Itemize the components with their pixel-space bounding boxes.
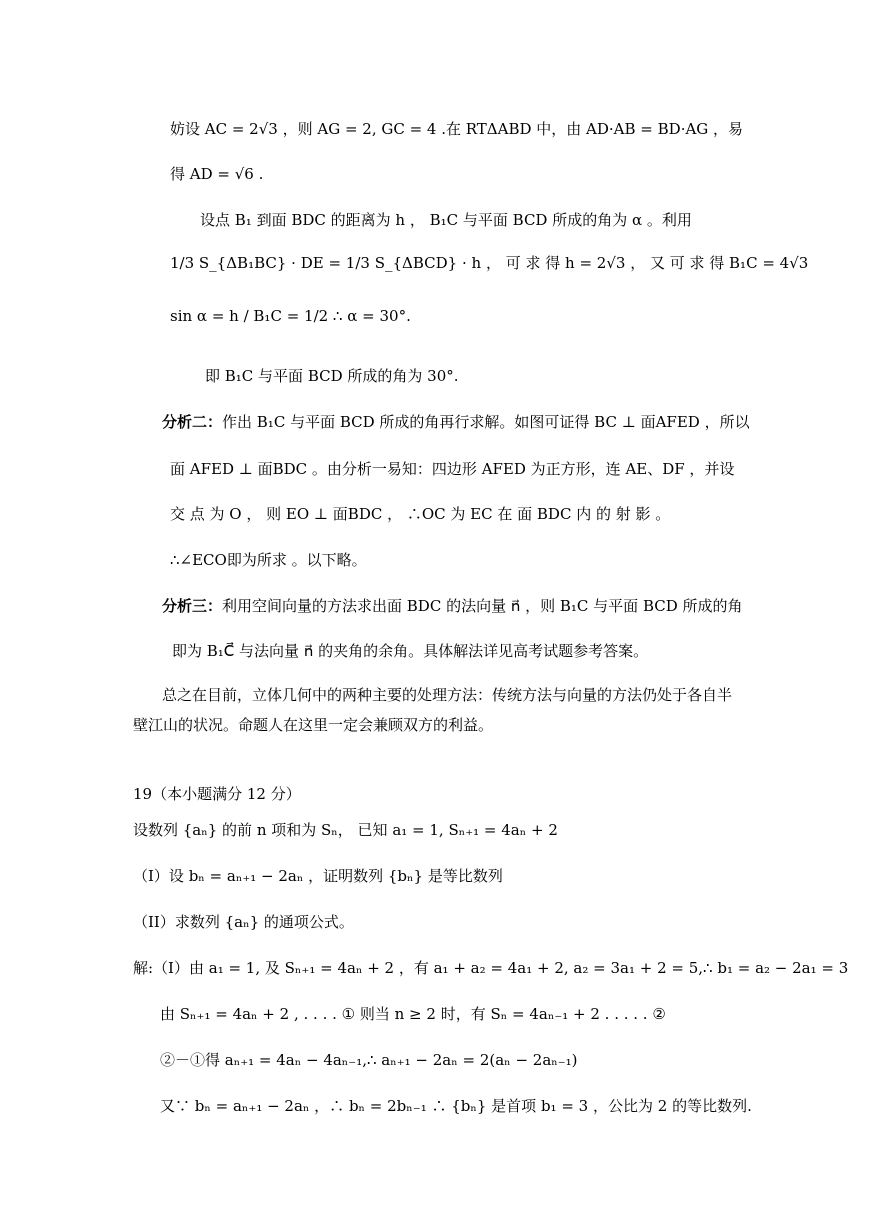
text-line-4: 1/3 S_{ΔB₁BC} · DE = 1/3 S_{ΔBCD} · h ， 可 求 得 h = 2√3 ， 又 可 求 得 B₁C = 4√3: [170, 254, 809, 272]
text-line-10: ∴∠ECO即为所求 。以下略。: [170, 551, 367, 569]
question-part-1: （I）设 bₙ = aₙ₊₁ − 2aₙ ，证明数列 {bₙ} 是等比数列: [133, 867, 503, 885]
text-line-1: 妨设 AC = 2√3 ，则 AG = 2, GC = 4 .在 RTΔABD 中，由 AD·AB = BD·AG ，易: [170, 120, 744, 138]
text-line-13: 总之在目前，立体几何中的两种主要的处理方法：传统方法与向量的方法仍处于各自半: [162, 686, 733, 704]
text-line-12: 即为 B₁C⃗ 与法向量 n⃗ 的夹角的余角。具体解法详见高考试题参考答案。: [172, 642, 649, 660]
text-line-3: 设点 B₁ 到面 BDC 的距离为 h ， B₁C 与平面 BCD 所成的角为 α 。利用: [200, 211, 692, 229]
analysis-2-text: 作出 B₁C 与平面 BCD 所成的角再行求解。如图可证得 BC ⊥ 面AFED ，所以: [222, 413, 750, 431]
analysis-3-label: 分析三：: [162, 597, 223, 615]
text-line-2: 得 AD = √6 .: [170, 165, 264, 183]
analysis-3-line: [162, 596, 743, 616]
analysis-2-line: [162, 412, 750, 432]
text-line-8: 面 AFED ⊥ 面BDC 。由分析一易知：四边形 AFED 为正方形，连 AE、DF ，并设: [170, 460, 735, 478]
text-line-6: 即 B₁C 与平面 BCD 所成的角为 30°.: [205, 367, 459, 385]
solution-line-3: ②－①得 aₙ₊₁ = 4aₙ − 4aₙ₋₁,∴ aₙ₊₁ − 2aₙ = 2(aₙ − 2aₙ₋₁): [160, 1051, 578, 1069]
solution-line-2: 由 Sₙ₊₁ = 4aₙ + 2 , . . . . ① 则当 n ≥ 2 时，有 Sₙ = 4aₙ₋₁ + 2 . . . . . ②: [160, 1005, 666, 1023]
text-line-9: 交 点 为 O ， 则 EO ⊥ 面BDC ， ∴OC 为 EC 在 面 BDC 内 的 射 影 。: [170, 505, 671, 523]
text-line-5: sin α = h / B₁C = 1/2 ∴ α = 30°.: [170, 307, 411, 325]
solution-line-4: 又∵ bₙ = aₙ₊₁ − 2aₙ ，∴ bₙ = 2bₙ₋₁ ∴ {bₙ} 是首项 b₁ = 3 ，公比为 2 的等比数列.: [160, 1097, 752, 1115]
question-part-2: （II）求数列 {aₙ} 的通项公式。: [133, 913, 354, 931]
text-line-14: 壁江山的状况。命题人在这里一定会兼顾双方的利益。: [133, 716, 494, 734]
question-statement: 设数列 {aₙ} 的前 n 项和为 Sₙ， 已知 a₁ = 1, Sₙ₊₁ = 4aₙ + 2: [133, 821, 558, 839]
analysis-3-text: 利用空间向量的方法求出面 BDC 的法向量 n⃗ ，则 B₁C 与平面 BCD 所成的角: [222, 597, 743, 615]
analysis-2-label: 分析二：: [162, 413, 223, 431]
solution-line-1: 解:（I）由 a₁ = 1, 及 Sₙ₊₁ = 4aₙ + 2 ，有 a₁ + a₂ = 4a₁ + 2, a₂ = 3a₁ + 2 = 5,∴ b₁ = a₂ − 2a₁ = 3: [133, 959, 849, 977]
question-heading: 19（本小题满分 12 分）: [133, 785, 301, 803]
